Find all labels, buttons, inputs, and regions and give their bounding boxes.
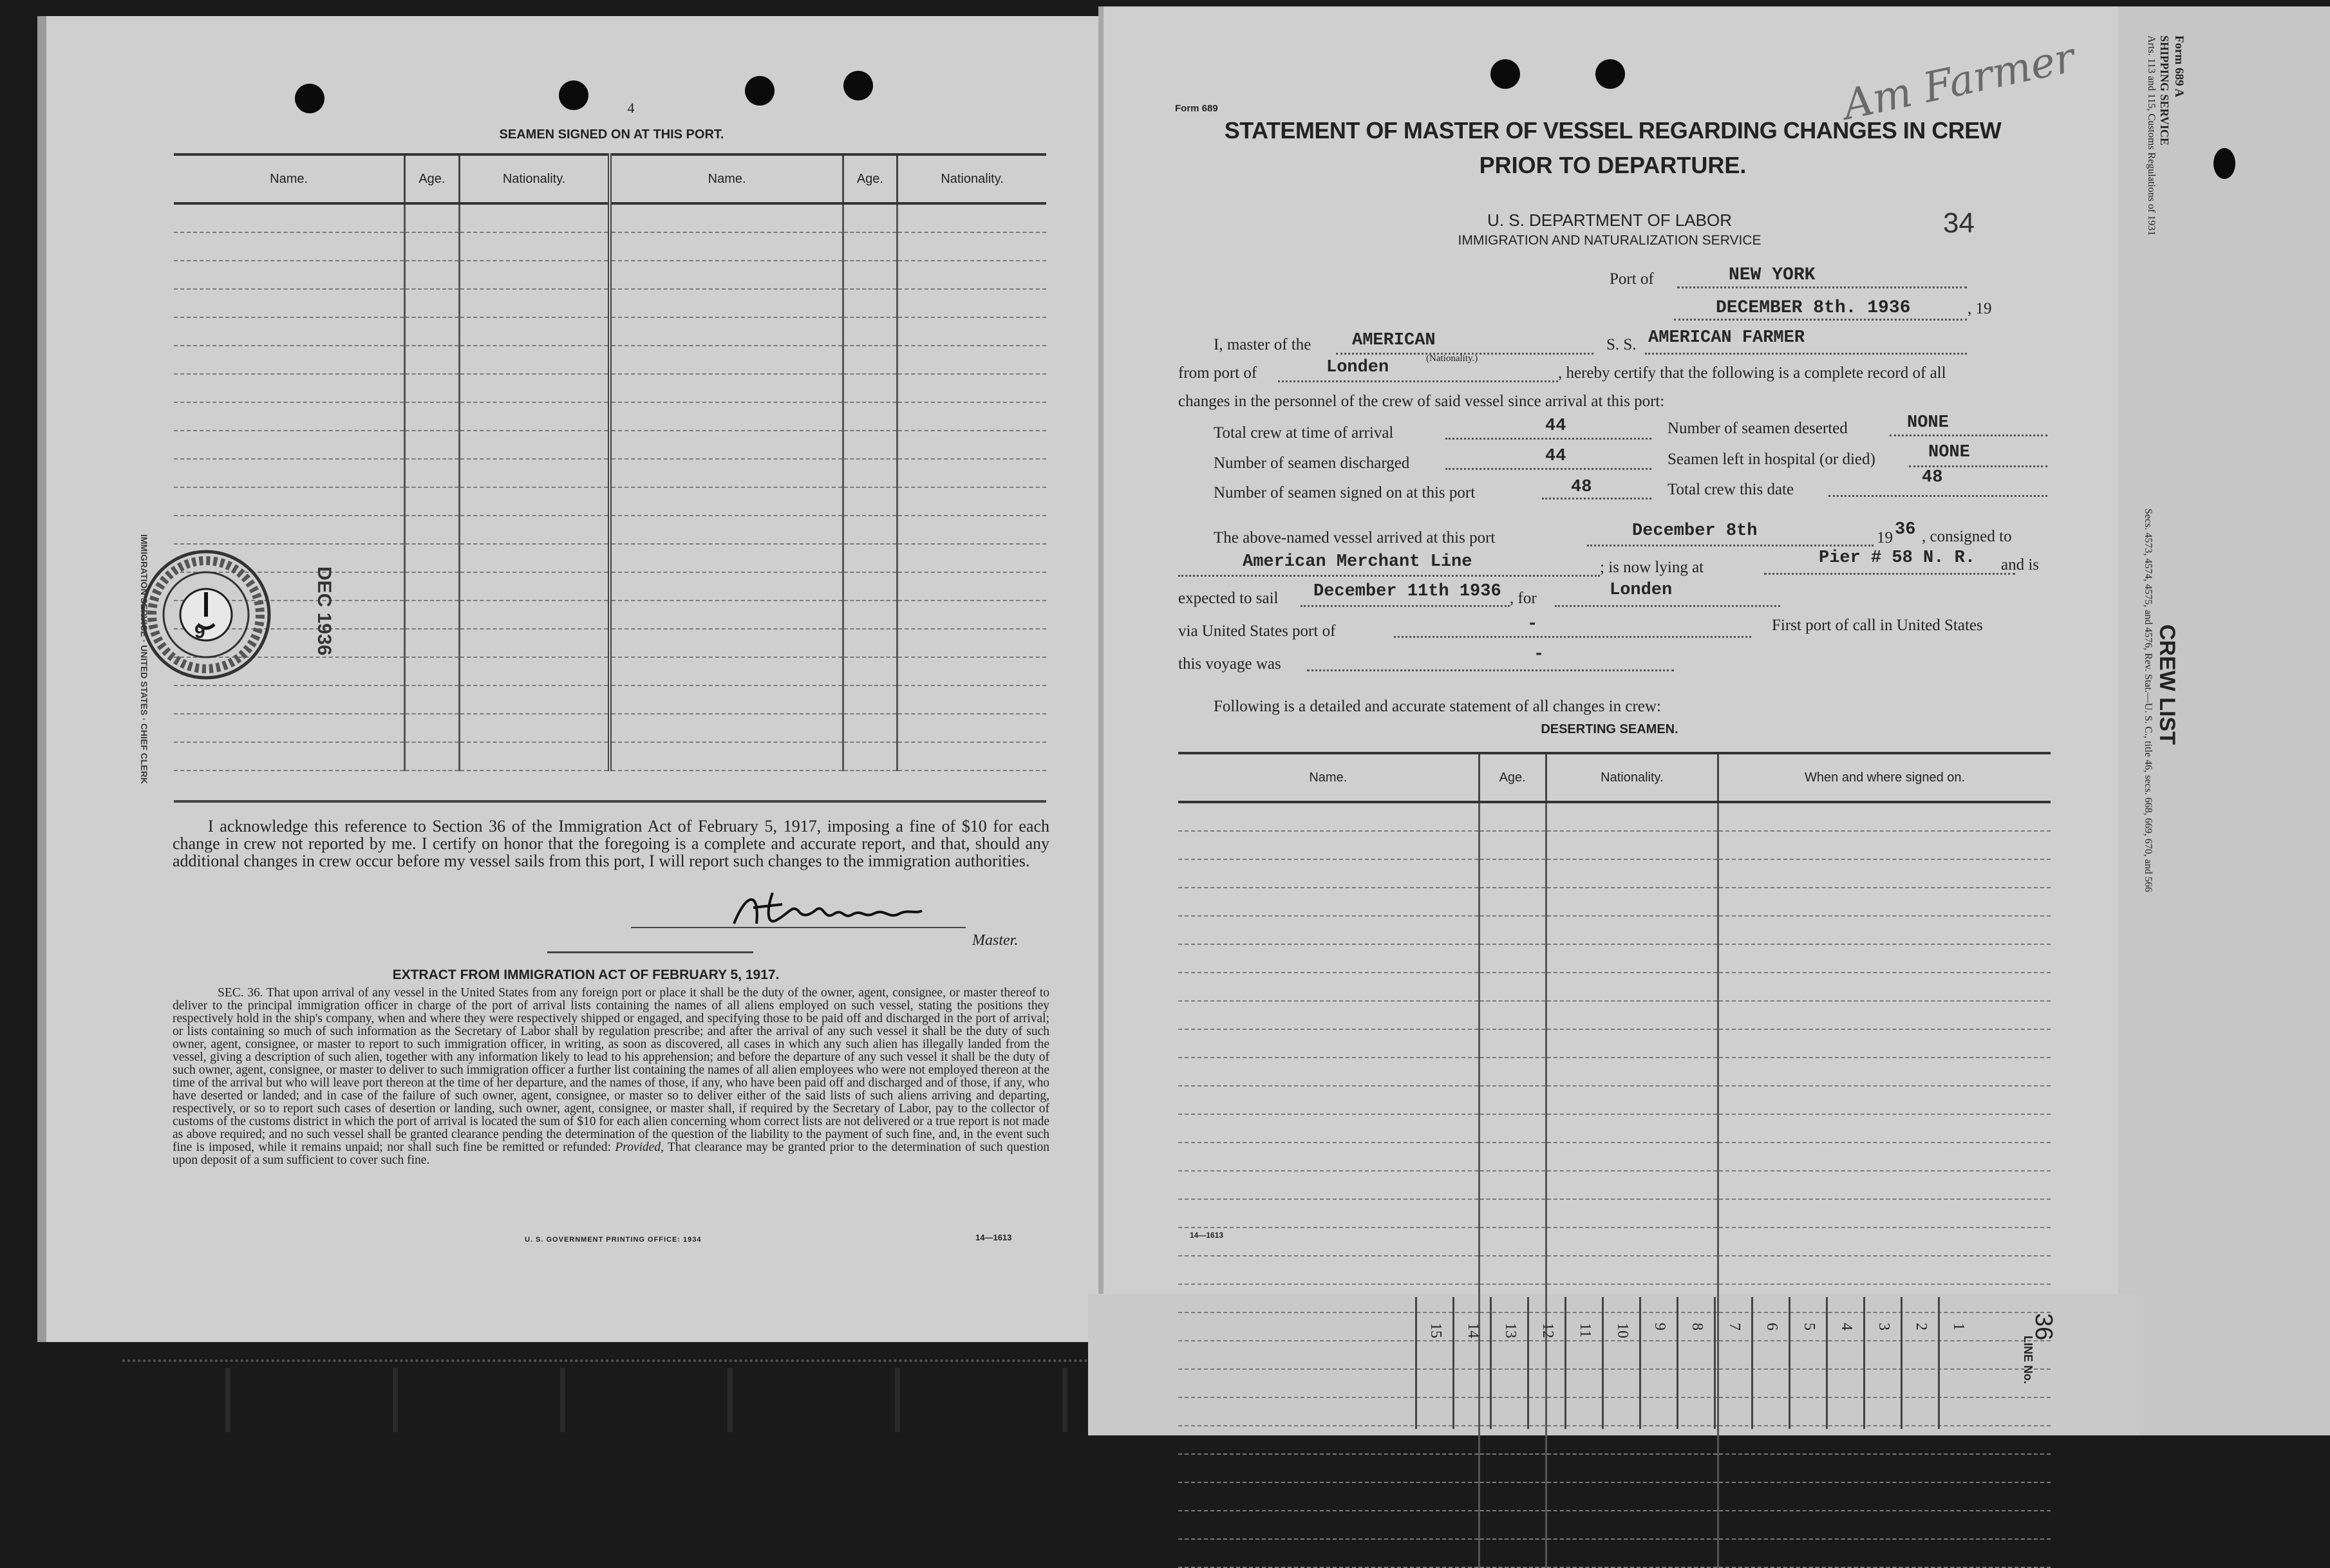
discharged-value: 44 [1545,447,1566,466]
table-row [1178,831,2051,859]
voyage-value: - [1534,645,1545,664]
punch-hole [1595,59,1625,89]
column-header-nationality: Nationality. [459,154,610,203]
line-number-cell [1714,1297,1753,1429]
changes-text: changes in the personnel of the crew of said vessel since arrival at this port: [1178,393,1665,410]
table-row [1178,1199,2051,1227]
table-row [174,431,1046,459]
pier-line [1764,573,2015,575]
master-label: Master. [972,932,1019,949]
line-number-cell [1826,1297,1865,1429]
table-row [174,374,1046,402]
deserted-value: NONE [1907,413,1949,433]
signed-on-value: 48 [1571,478,1592,497]
master-signature [728,885,927,937]
line-number-cell [1639,1297,1678,1429]
table-row [1178,1511,2051,1539]
page-fold [1098,6,1104,1300]
ship-name-value: AMERICAN FARMER [1648,328,1805,348]
table-row [1178,1029,2051,1058]
punch-hole [559,80,588,110]
consignee-value: American Merchant Line [1243,552,1472,572]
signed-on-label: Number of seamen signed on at this port [1214,484,1476,501]
line-number: 15 [1427,1323,1444,1338]
from-port-label: from port of [1178,364,1257,382]
line-number-label [1996,1336,2054,1413]
line-number-cell [1527,1297,1566,1429]
punch-hole [843,71,873,100]
table-row [1178,1539,2051,1567]
consigned-label: , consigned to [1922,528,2012,545]
from-port-line [1278,380,1558,382]
line-number: 13 [1502,1323,1519,1338]
line-number-cell [1490,1297,1529,1429]
deserting-seamen-table [1178,752,2051,1568]
line-number-cell [1452,1297,1492,1429]
via-line [1394,636,1751,638]
arrived-line [1587,545,1874,546]
line-number-strip [1088,1297,2105,1432]
date-line [1674,319,1967,321]
table-row [174,402,1046,431]
table-row [174,203,1046,232]
margin-sections: Secs. 4573, 4574, 4575, and 4576, Rev. Stat.—U. S. C., title 46, secs. 668, 669, 670, and 566 [2143,509,2154,892]
table-row [174,657,1046,686]
punch-hole [295,84,324,113]
table-row [174,742,1046,770]
line-number-cell [1863,1297,1903,1429]
signed-on-line [1542,498,1651,499]
and-is-label: and is [2001,556,2040,574]
table-row [174,516,1046,544]
line-number-cell [1602,1297,1641,1429]
extract-proviso-text: That clearance may be granted prior to the determination of such question upon deposit of a sum sufficient to cover such fine. [173,1141,1050,1167]
table-row [174,686,1046,714]
discharged-line [1445,468,1651,470]
form-label: Form 689 [1175,103,1218,114]
table-row [174,601,1046,629]
punch-hole [745,76,775,106]
left-form-code: 14—1613 [975,1233,1012,1242]
line-number: 4 [1838,1323,1855,1330]
service-name: IMMIGRATION AND NATURALIZATION SERVICE [1458,233,1762,248]
via-label: via United States port of [1178,622,1336,640]
expected-label: expected to sail [1178,590,1279,607]
signed-on-table-title: SEAMEN SIGNED ON AT THIS PORT. [499,127,724,142]
port-value: NEW YORK [1729,265,1816,285]
table-row [1178,802,2051,831]
extract-title: EXTRACT FROM IMMIGRATION ACT OF FEBRUARY 5, 1917. [392,967,780,982]
hospital-value: NONE [1928,443,1970,462]
underlying-strip [122,1352,1088,1362]
ship-name-line [1645,353,1967,355]
nationality-caption: (Nationality.) [1426,353,1478,364]
extract-divider [547,951,753,953]
table-row [174,232,1046,261]
extract-proviso-label: Provided, [615,1141,664,1154]
line-number: 14 [1465,1323,1481,1338]
table-row [1178,944,2051,973]
signed-on-table-bottom-rule [174,800,1046,803]
table-row [1178,1171,2051,1199]
table-row [174,572,1046,601]
line-number: 2 [1913,1323,1930,1330]
form-title-line-2: PRIOR TO DEPARTURE. [1479,152,1747,178]
table-row [1178,1256,2051,1284]
punch-hole [1490,59,1520,89]
line-no-label: LINE No. [2022,1336,2034,1384]
form-number: 34 [1943,207,1975,239]
sail-date-line [1301,605,1510,607]
voyage-label: this voyage was [1178,655,1281,673]
line-number-cell [1415,1297,1454,1429]
table-row [174,459,1046,487]
destination-line [1555,605,1780,607]
port-label: Port of [1610,270,1654,288]
line-number: 10 [1614,1323,1631,1338]
extract-body [173,987,1049,1167]
line-number-cell [1751,1297,1790,1429]
date-value: DECEMBER 8th. 1936 [1716,298,1911,318]
hospital-label: Seamen left in hospital (or died) [1668,451,1875,468]
total-crew-arrival-label: Total crew at time of arrival [1214,424,1394,442]
master-of-label: I, master of the [1214,336,1311,353]
form-title-line-1: STATEMENT OF MASTER OF VESSEL REGARDING CHANGES IN CREW [1224,117,2002,144]
consignee-line [1178,575,1600,577]
column-header-nationality: Nationality. [1546,753,1718,802]
table-row [1178,1086,2051,1114]
table-row [1178,888,2051,916]
column-header-name: Name. [174,154,405,203]
line-number: 12 [1539,1323,1556,1338]
port-line [1677,286,1967,288]
signature-text [734,888,740,895]
table-row [1178,1482,2051,1511]
column-header-age: Age. [843,154,897,203]
line-number: 9 [1651,1323,1668,1330]
department-name: U. S. DEPARTMENT OF LABOR [1487,210,1732,230]
stamp-date: DEC 1936 [314,566,335,656]
total-crew-date-line [1828,495,2047,497]
margin-shipping-service: SHIPPING SERVICE [2158,35,2171,145]
table-row [1178,916,2051,944]
line-number-cell [1677,1297,1716,1429]
year-value: 36 [1895,520,1916,539]
table-row [1178,1227,2051,1256]
line-number-cell [1938,1297,1977,1429]
hospital-line [1909,465,2047,467]
pier-value: Pier # 58 N. R. [1819,548,1976,568]
left-page-number: 4 [627,100,635,116]
margin-form-id: Form 689 A [2172,35,2186,98]
table-row [174,289,1046,317]
deserting-seamen-table-body [1178,802,2051,1567]
signed-on-table [174,153,1046,771]
date-suffix: , 19 [1968,300,1992,317]
table-row [1178,973,2051,1001]
arrived-label: The above-named vessel arrived at this port [1214,529,1496,546]
certify-text: , hereby certify that the following is a complete record of all [1558,364,1946,382]
line-number-cell [1789,1297,1828,1429]
column-header-name: Name. [610,154,843,203]
margin-page-number: 36 [2030,1313,2057,1341]
punch-hole [2213,148,2235,179]
table-row [1178,1058,2051,1086]
margin-articles: Arts. 113 and 115, Customs Regulations of 1931 [2146,35,2157,236]
first-port-label: First port of call in United States [1772,617,1983,634]
for-label: , for [1510,590,1537,607]
column-header-name: Name. [1178,753,1479,802]
voyage-line [1307,669,1674,671]
line-number: 1 [1950,1323,1967,1330]
table-row [1178,859,2051,888]
line-number: 5 [1801,1323,1818,1330]
printer-imprint: U. S. GOVERNMENT PRINTING OFFICE: 1934 [525,1236,702,1244]
deserting-seamen-title: DESERTING SEAMEN. [1541,722,1678,736]
sail-date-value: December 11th 1936 [1313,582,1501,601]
column-header-signed-on: When and where signed on. [1718,753,2051,802]
column-header-age: Age. [1479,753,1546,802]
extract-section-text: SEC. 36. That upon arrival of any vessel in the United States from any foreign port or place it shall be the duty of the owner, agent, consignee, or master thereof to deliver to the principal immigration officer in charge of the port of arrival lists containing the names of all aliens employed on such vessel, stating the positions they respectively hold in the ship's company, when and where they were respectively shipped or engaged, and specifying those to be paid off and discharged in the port of arrival; or lists containing so much of such information as the Secretary of Labor shall by regulation prescribe; and after the arrival of any such vessel it shall be the duty of such owner, agent, consignee, or master to report to such immigration officer, in writing, as soon as discovered, all cases in which any such alien has illegally landed from the vessel, giving a description of such alien, together with any information likely to lead to his apprehension; and before the departure of any such vessel it shall be the duty of such owner, agent, consignee, or master to deliver to such immigration officer a further list containing the names of all alien employees who were not employed thereon at the time of the arrival but who will leave port thereon at the time of her departure, and the names of those, if any, who have been paid off and discharged and of those, if any, who have deserted or landed; and in case of the failure of such owner, agent, consignee, or master so to deliver either of the said lists of such aliens arriving and departing, respectively, or so to report such cases of desertion or landing, such owner, agent, consignee, or master shall, if required by the Secretary of Labor, pay to the collector of customs of the customs district in which the port of arrival is located the sum of $10 for each alien concerning whom correct lists are not delivered or a true report is not made as above required; and no such vessel shall be granted clearance pending the determination of the question of the liability to the payment of such fine, and, in the event such fine is imposed, while it remains unpaid; nor shall such fine be remitted or refunded: [173,986,1049,1154]
line-number: 8 [1689,1323,1705,1330]
total-crew-arrival-line [1445,438,1651,440]
stamp-ring-text: IMMIGRATION SERVICE · UNITED STATES · CHIEF CLERK [139,534,149,784]
total-crew-date-value: 48 [1922,468,1943,487]
arrived-value: December 8th [1632,521,1758,541]
signature-line [631,927,966,928]
table-row [1178,1454,2051,1482]
column-header-age: Age. [405,154,459,203]
lying-label: ; is now lying at [1600,559,1704,576]
left-page-edge [37,16,46,1342]
ss-label: S. S. [1606,336,1637,353]
table-row [174,544,1046,572]
table-row [174,261,1046,289]
deserted-line [1890,434,2047,436]
line-number-cell [1564,1297,1604,1429]
line-number: 11 [1577,1323,1593,1338]
total-crew-date-label: Total crew this date [1668,481,1794,498]
line-number-cell [1901,1297,1940,1429]
column-header-nationality: Nationality. [897,154,1046,203]
via-value: - [1527,615,1538,634]
table-row [1178,1143,2051,1171]
table-row [1178,1114,2051,1143]
discharged-label: Number of seamen discharged [1214,454,1410,472]
total-crew-arrival-value: 44 [1545,416,1566,436]
handwritten-note: Am Farmer [1839,33,2079,130]
year-prefix: 19 [1877,529,1893,546]
table-row [174,317,1046,346]
line-number: 7 [1726,1323,1743,1330]
deserted-label: Number of seamen deserted [1668,420,1848,437]
line-number: 6 [1763,1323,1780,1330]
nationality-value: AMERICAN [1352,331,1436,350]
line-number: 3 [1875,1323,1892,1330]
table-row [174,487,1046,516]
table-row [1178,1001,2051,1029]
from-port-value: Londen [1326,358,1389,377]
immigration-stamp [138,547,274,682]
acknowledgment-text: I acknowledge this reference to Section 36 of the Immigration Act of February 5, 1917, imposing a fine of $10 for each change in crew not reported by me. I certify on honor that the foregoing is a complete and accurate report, and that, should any additional changes in crew occur before my vessel sails from this port, I will report such changes to the immigration authorities. [173,817,1049,870]
underlying-strip-text [155,1368,1088,1432]
table-row [174,714,1046,742]
destination-value: Londen [1610,581,1673,600]
signed-on-table-body [174,203,1046,770]
stamp-day: 9 [194,621,205,642]
table-row [174,346,1046,374]
following-text: Following is a detailed and accurate statement of all changes in crew: [1214,698,1661,715]
crew-list-title: CREW LIST [2155,624,2179,745]
right-form-code: 14—1613 [1190,1231,1224,1240]
table-row [174,629,1046,657]
